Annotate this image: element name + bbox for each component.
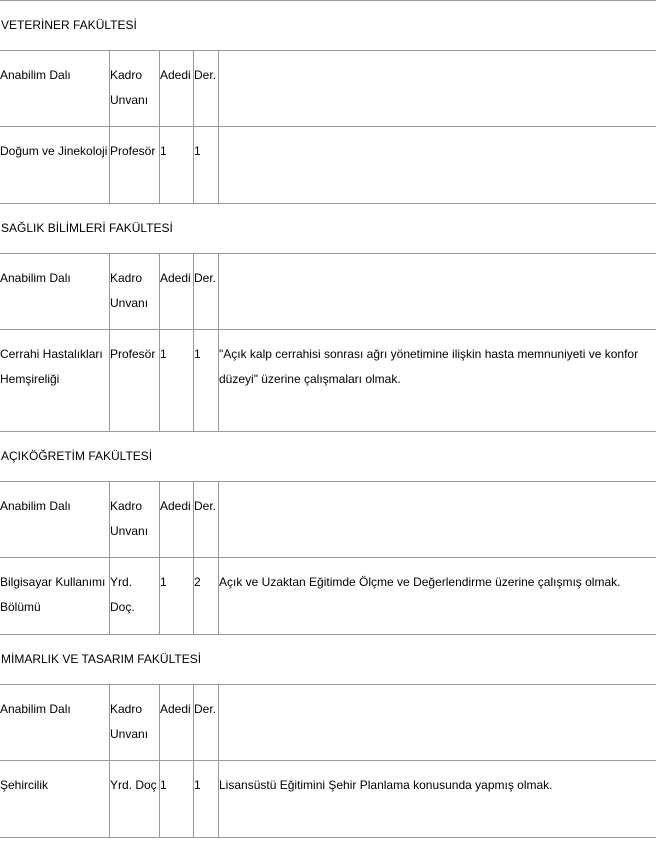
cell-title: Profesör (110, 127, 160, 204)
faculty-row (0, 635, 656, 685)
header-degree: Der. (194, 51, 219, 127)
header-count: Adedi (160, 254, 194, 330)
header-note (219, 51, 656, 127)
header-count: Adedi (160, 685, 194, 761)
header-count: Adedi (160, 51, 194, 127)
header-department: Anabilim Dalı (0, 51, 110, 127)
header-department: Anabilim Dalı (0, 685, 110, 761)
cell-note: Açık ve Uzaktan Eğitimde Ölçme ve Değerlendirme üzerine çalışmış olmak. (219, 558, 656, 635)
faculty-row (0, 1, 656, 51)
table-row (0, 127, 656, 204)
column-header-row (0, 254, 656, 330)
table-row (0, 761, 656, 838)
cell-degree: 2 (194, 558, 219, 635)
table-row (0, 330, 656, 432)
column-header-row (0, 482, 656, 558)
cell-department: Cerrahi Hastalıkları Hemşireliği (0, 330, 110, 432)
cell-count: 1 (160, 330, 194, 432)
header-title: Kadro Unvanı (110, 685, 160, 761)
column-header-row (0, 51, 656, 127)
cell-degree: 1 (194, 330, 219, 432)
cell-degree: 1 (194, 127, 219, 204)
header-note (219, 685, 656, 761)
cell-title: Profesör (110, 330, 160, 432)
cell-note: "Açık kalp cerrahisi sonrası ağrı yönetimine ilişkin hasta memnuniyeti ve konfor düzeyi" üzerine çalışmaları olmak. (219, 330, 656, 432)
header-degree: Der. (194, 254, 219, 330)
column-header-row (0, 685, 656, 761)
cell-count: 1 (160, 127, 194, 204)
header-department: Anabilim Dalı (0, 482, 110, 558)
table-row (0, 558, 656, 635)
cell-count: 1 (160, 558, 194, 635)
faculty-name: VETERİNER FAKÜLTESİ (0, 1, 656, 51)
faculty-row (0, 204, 656, 254)
header-title: Kadro Unvanı (110, 51, 160, 127)
faculty-name: AÇIKÖĞRETİM FAKÜLTESİ (0, 432, 656, 482)
header-title: Kadro Unvanı (110, 482, 160, 558)
cell-department: Bilgisayar Kullanımı Bölümü (0, 558, 110, 635)
table-end-cell (0, 838, 656, 847)
cell-note: Lisansüstü Eğitimini Şehir Planlama konusunda yapmış olmak. (219, 761, 656, 838)
cell-department: Doğum ve Jinekoloji (0, 127, 110, 204)
faculty-name: SAĞLIK BİLİMLERİ FAKÜLTESİ (0, 204, 656, 254)
cell-count: 1 (160, 761, 194, 838)
faculty-name: MİMARLIK VE TASARIM FAKÜLTESİ (0, 635, 656, 685)
header-department: Anabilim Dalı (0, 254, 110, 330)
cell-degree: 1 (194, 761, 219, 838)
header-note (219, 482, 656, 558)
header-title: Kadro Unvanı (110, 254, 160, 330)
table-end-row (0, 838, 656, 847)
header-degree: Der. (194, 685, 219, 761)
header-note (219, 254, 656, 330)
cell-title: Yrd. Doç (110, 761, 160, 838)
header-degree: Der. (194, 482, 219, 558)
cell-department: Şehircilik (0, 761, 110, 838)
cell-title: Yrd. Doç. (110, 558, 160, 635)
cell-note (219, 127, 656, 204)
header-count: Adedi (160, 482, 194, 558)
faculty-row (0, 432, 656, 482)
